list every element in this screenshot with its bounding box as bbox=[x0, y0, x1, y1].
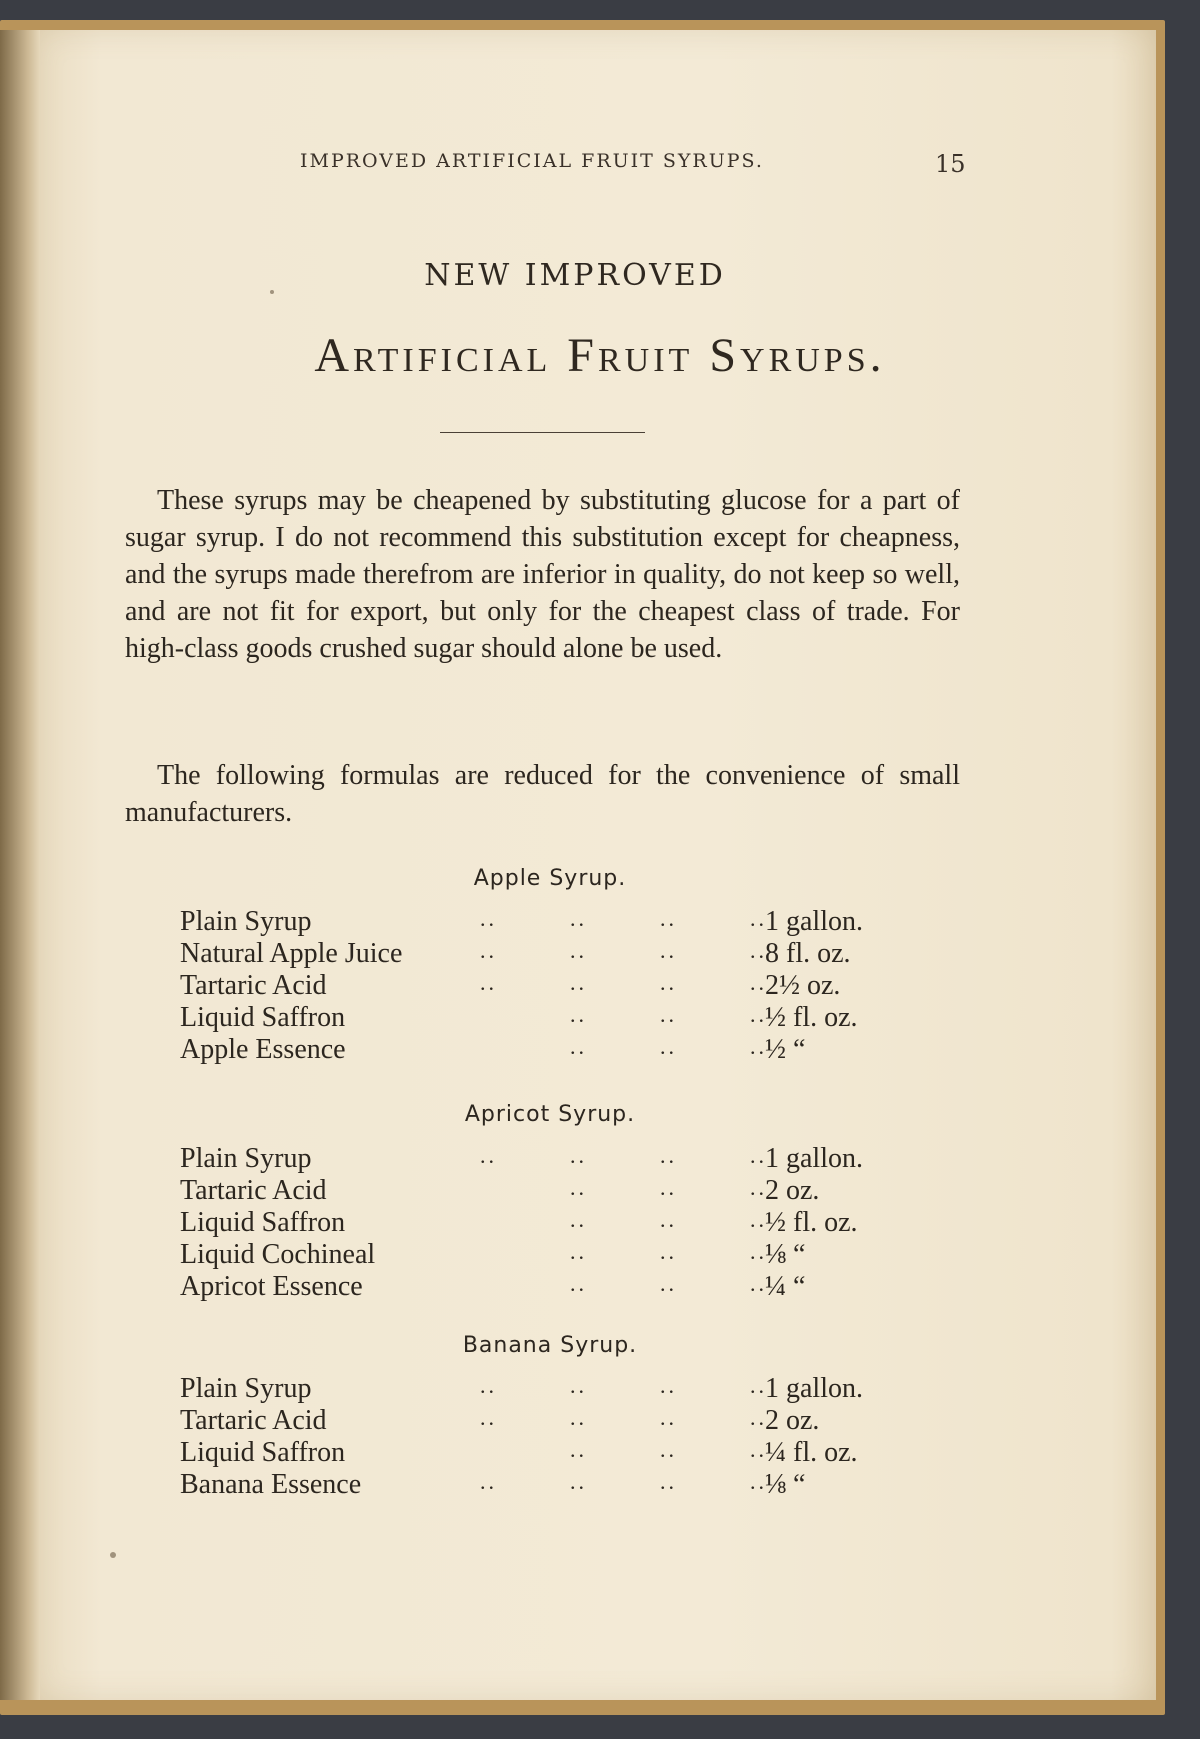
recipe-banana bbox=[180, 1373, 940, 1501]
ingredient-quantity: ¼ fl. oz. bbox=[765, 1437, 858, 1468]
dot-leader: .. .. .. bbox=[570, 1271, 767, 1296]
ingredient-quantity: 1 gallon. bbox=[765, 1373, 863, 1404]
ingredient-quantity: ½ “ bbox=[765, 1034, 806, 1065]
recipe-title-apricot: Apricot Syrup. bbox=[464, 1102, 636, 1127]
ingredient-name: Tartaric Acid bbox=[180, 970, 327, 1001]
recipe-row bbox=[180, 1239, 940, 1271]
ingredient-quantity: 2½ oz. bbox=[765, 970, 841, 1001]
recipe-row bbox=[180, 1207, 940, 1239]
paper-blemish bbox=[110, 1552, 116, 1558]
recipe-row bbox=[180, 1143, 940, 1175]
ingredient-quantity: 1 gallon. bbox=[765, 906, 863, 937]
recipe-row bbox=[180, 1437, 940, 1469]
running-title: IMPROVED ARTIFICIAL FRUIT SYRUPS. bbox=[300, 150, 764, 172]
ingredient-quantity: 2 oz. bbox=[765, 1405, 820, 1436]
recipe-row bbox=[180, 970, 940, 1002]
recipe-row bbox=[180, 1405, 940, 1437]
dot-leader: .. .. .. .. bbox=[480, 1143, 767, 1168]
recipe-row bbox=[180, 1271, 940, 1303]
ingredient-quantity: ⅛ “ bbox=[765, 1239, 806, 1270]
ingredient-name: Natural Apple Juice bbox=[180, 938, 403, 969]
recipe-row bbox=[180, 906, 940, 938]
recipe-row bbox=[180, 1469, 940, 1501]
heading-divider bbox=[440, 432, 645, 433]
recipe-row bbox=[180, 938, 940, 970]
ingredient-quantity: ½ fl. oz. bbox=[765, 1207, 858, 1238]
recipe-row bbox=[180, 1373, 940, 1405]
recipe-row bbox=[180, 1175, 940, 1207]
ingredient-quantity: 2 oz. bbox=[765, 1175, 820, 1206]
ingredient-name: Tartaric Acid bbox=[180, 1175, 327, 1206]
dot-leader: .. .. .. bbox=[570, 1437, 767, 1462]
recipe-title-apple: Apple Syrup. bbox=[473, 866, 627, 891]
dot-leader: .. .. .. bbox=[570, 1034, 767, 1059]
recipe-row bbox=[180, 1002, 940, 1034]
ingredient-name: Plain Syrup bbox=[180, 906, 312, 937]
dot-leader: .. .. .. .. bbox=[480, 938, 767, 963]
page-heading-line-1: NEW IMPROVED bbox=[424, 258, 726, 293]
page-number: 15 bbox=[935, 150, 966, 178]
dot-leader: .. .. .. bbox=[570, 1175, 767, 1200]
dot-leader: .. .. .. bbox=[570, 1002, 767, 1027]
ingredient-name: Liquid Saffron bbox=[180, 1002, 346, 1033]
ingredient-name: Liquid Saffron bbox=[180, 1437, 346, 1468]
ingredient-name: Apricot Essence bbox=[180, 1271, 363, 1302]
paper-blemish bbox=[270, 290, 274, 294]
ingredient-name: Liquid Cochineal bbox=[180, 1239, 376, 1270]
intro-paragraph: These syrups may be cheapened by substituting glucose for a part of sugar syrup. I do not recommend this substitution except for cheapness, and the syrups made therefrom are inferior in quality, do not keep so well, and are not fit for export, but only for the cheapest class of trade. For high-class goods crushed sugar should alone be used. bbox=[125, 485, 960, 664]
formulas-note-paragraph: The following formulas are reduced for the convenience of small manufacturers. bbox=[125, 760, 960, 828]
ingredient-name: Plain Syrup bbox=[180, 1373, 312, 1404]
ingredient-quantity: ⅛ “ bbox=[765, 1469, 806, 1500]
dot-leader: .. .. .. .. bbox=[480, 906, 767, 931]
ingredient-name: Tartaric Acid bbox=[180, 1405, 327, 1436]
recipe-row bbox=[180, 1034, 940, 1066]
recipe-title-banana: Banana Syrup. bbox=[462, 1333, 638, 1358]
ingredient-quantity: ½ fl. oz. bbox=[765, 1002, 858, 1033]
dot-leader: .. .. .. bbox=[570, 1239, 767, 1264]
recipe-apricot bbox=[180, 1143, 940, 1303]
ingredient-quantity: 8 fl. oz. bbox=[765, 938, 851, 969]
ingredient-quantity: ¼ “ bbox=[765, 1271, 806, 1302]
ingredient-name: Plain Syrup bbox=[180, 1143, 312, 1174]
ingredient-quantity: 1 gallon. bbox=[765, 1143, 863, 1174]
page-heading-line-2: Artificial Fruit Syrups. bbox=[314, 329, 886, 382]
ingredient-name: Banana Essence bbox=[180, 1469, 362, 1500]
ingredient-name: Apple Essence bbox=[180, 1034, 346, 1065]
dot-leader: .. .. .. .. bbox=[480, 1405, 767, 1430]
dot-leader: .. .. .. .. bbox=[480, 1469, 767, 1494]
dot-leader: .. .. .. .. bbox=[480, 970, 767, 995]
recipe-apple bbox=[180, 906, 940, 1066]
ingredient-name: Liquid Saffron bbox=[180, 1207, 346, 1238]
dot-leader: .. .. .. .. bbox=[480, 1373, 767, 1398]
dot-leader: .. .. .. bbox=[570, 1207, 767, 1232]
